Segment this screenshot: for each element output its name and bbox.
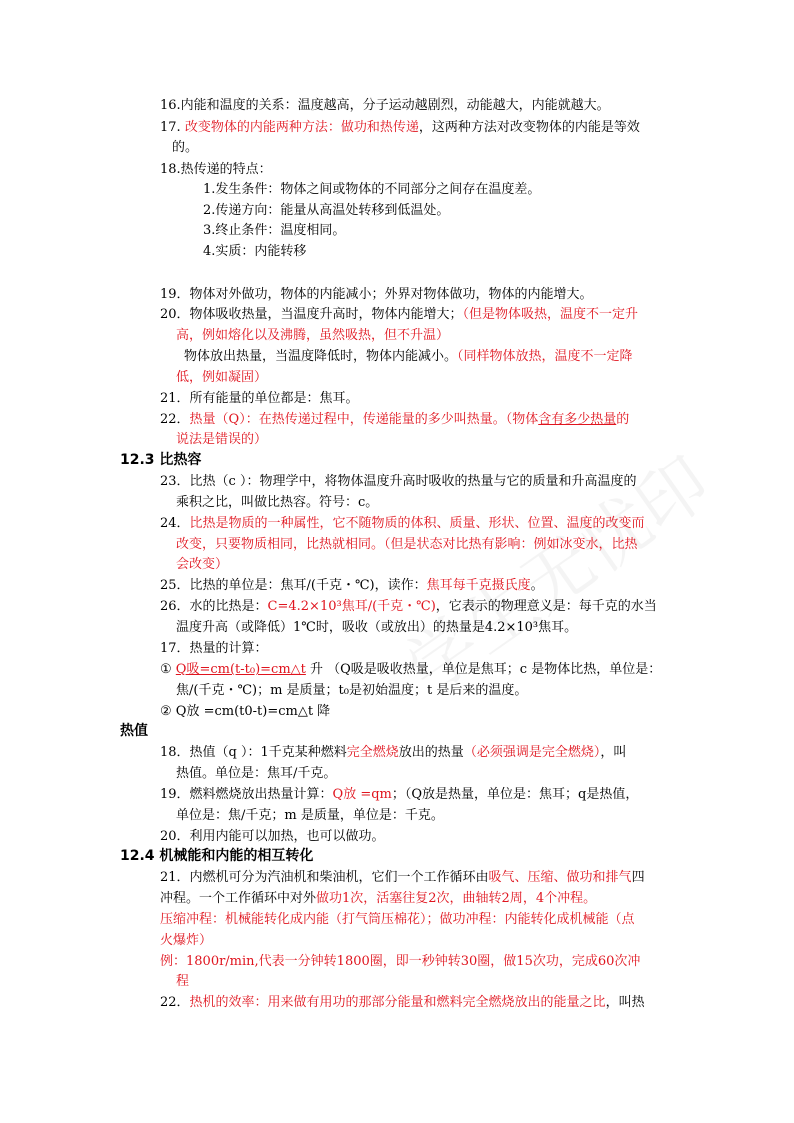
item-18-cont: 热值。单位是：焦耳/千克。 [176, 766, 337, 781]
item-23: 23．比热（c ）：物理学中，将物体温度升高时吸收的热量与它的质量和升高温度的 [160, 474, 637, 489]
item-22-efficiency: 22．热机的效率：用来做有用功的那部分能量和燃料完全燃烧放出的能量之比，叫热 [160, 995, 645, 1010]
item-18: 18.热传递的特点： [160, 162, 272, 177]
item-23-cont: 乘积之比，叫做比热容。符号：c。 [176, 495, 379, 510]
item-24-cont2: 会改变） [176, 557, 229, 572]
item-20-use: 20．利用内能可以加热，也可以做功。 [160, 829, 385, 844]
item-17-cont: 的。 [172, 140, 199, 155]
item-20-cont: 高，例如熔化以及沸腾，虽然吸热，但不升温） [176, 328, 450, 343]
item-21: 21．所有能量的单位都是：焦耳。 [160, 391, 359, 406]
item-18-heat-value: 18．热值（q ）：1千克某种燃料完全燃烧放出的热量（必须强调是完全燃烧），叫 [160, 745, 627, 760]
item-22-cont: 说法是错误的） [176, 432, 268, 447]
formula-1: ① Q吸=cm(t-t₀)=cm△t 升 （Q吸是吸收热量，单位是焦耳；c 是物体比热，单位是： [160, 662, 662, 677]
item-20-release-cont: 低，例如凝固） [176, 370, 268, 385]
section-heading-12-3: 12.3 比热容 [120, 452, 202, 468]
example-cont: 程 [176, 974, 190, 989]
example: 例：1800r/min,代表一分钟转1800圈，即一秒钟转30圈，做15次功，完成60次冲 [160, 954, 641, 969]
item-20: 20．物体吸收热量，当温度升高时，物体内能增大；（但是物体吸热，温度不一定升 [160, 307, 639, 322]
item-19-cont: 单位是：焦/千克；m 是质量，单位是：千克。 [176, 808, 444, 823]
item-22: 22．热量（Q）：在热传递过程中，传递能量的多少叫热量。（物体含有多少热量的 [160, 412, 630, 427]
item-18-3: 3.终止条件：温度相同。 [203, 223, 346, 238]
item-18-2: 2.传递方向：能量从高温处转移到低温处。 [203, 203, 450, 218]
section-heading-12-4: 12.4 机械能和内能的相互转化 [120, 848, 314, 864]
stroke-conversion-cont: 火爆炸） [160, 933, 213, 948]
formula-1-cont: 焦/(千克・℃)；m 是质量；t₀是初始温度；t 是后来的温度。 [176, 683, 528, 698]
item-18-1: 1.发生条件：物体之间或物体的不同部分之间存在温度差。 [203, 182, 541, 197]
item-18-4: 4.实质：内能转移 [203, 244, 307, 259]
item-17-heat: 17．热量的计算： [160, 641, 268, 656]
stroke-conversion: 压缩冲程：机械能转化成内能（打气筒压棉花）；做功冲程：内能转化成机械能（点 [160, 912, 635, 927]
item-24: 24．比热是物质的一种属性，它不随物质的体积、质量、形状、位置、温度的改变而 [160, 516, 645, 531]
item-24-cont: 改变，只要物质相同，比热就相同。（但是状态对比热有影响：例如冰变水，比热 [176, 537, 638, 552]
item-26: 26．水的比热是：C=4.2×10³焦耳/(千克・℃)，它表示的物理意义是：每千克的水当 [160, 599, 657, 614]
item-19: 19．物体对外做功，物体的内能减小；外界对物体做功，物体的内能增大。 [160, 287, 593, 302]
item-21-cont: 冲程。一个工作循环中对外做功1次，活塞往复2次，曲轴转2周，4个冲程。 [160, 891, 597, 906]
item-20-release: 物体放出热量，当温度降低时，物体内能减小。（同样物体放热，温度不一定降 [184, 349, 633, 364]
item-26-cont: 温度升高（或降低）1℃时，吸收（或放出）的热量是4.2×10³焦耳。 [176, 620, 578, 635]
item-25: 25．比热的单位是：焦耳/(千克・℃)，读作：焦耳每千克摄氏度。 [160, 578, 544, 593]
section-heading-heat-value: 热值 [120, 723, 148, 739]
item-16: 16.内能和温度的关系：温度越高，分子运动越剧烈，动能越大，内能就越大。 [160, 98, 610, 113]
item-17: 17. 改变物体的内能两种方法：做功和热传递，这两种方法对改变物体的内能是等效 [160, 120, 640, 135]
item-19-fuel: 19．燃料燃烧放出热量计算：Q放 =qm；（Q放是热量，单位是：焦耳；q是热值， [160, 787, 639, 802]
item-21-engine: 21．内燃机可分为汽油机和柴油机，它们一个工作循环由吸气、压缩、做功和排气四 [160, 870, 645, 885]
formula-2: ② Q放 =cm(t0-t)=cm△t 降 [160, 704, 331, 719]
